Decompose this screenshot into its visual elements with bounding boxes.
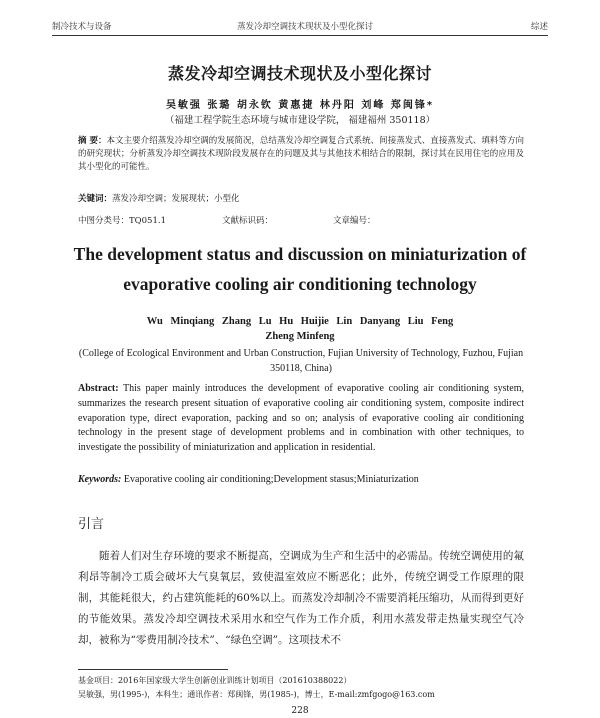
chinese-keywords [78,192,524,204]
chinese-authors: 吴敏强 张璐 胡永钦 黄惠捷 林丹阳 刘峰 郑闽锋* [165,100,435,111]
clc-number [78,214,166,226]
chinese-abstract-label: 摘 要： [78,136,107,146]
english-keywords [78,474,524,485]
clc-value: TQ051.1 [129,216,166,226]
document-code-label: 文献标识码： [222,216,274,226]
page-number: 228 [291,706,309,716]
english-authors: Wu Minqiang Zhang Lu Hu Huijie Lin Danyang Liu Feng [146,316,454,327]
section-title: 引言 [78,517,105,532]
running-title: 蒸发冷却空调技术现状及小型化探讨 [237,22,374,32]
journal-name: 制冷技术与设备 [52,22,112,32]
chinese-abstract-text: 本文主要介绍蒸发冷却空调的发展简况，总结蒸发冷却空调复合式系统、间接蒸发式、直接蒸发式、填料等方向的研究现状；分析蒸发冷却空调技术现阶段发展存在的问题及其与其他技术相结合的限制，探讨其在民用住宅的应用及其小型化的可能性。 [78,136,524,172]
chinese-abstract [78,135,524,174]
header-rule [52,35,548,36]
article-number-label: 文章编号： [333,216,376,226]
clc-label: 中图分类号： [78,216,130,226]
chinese-keywords-label: 关键词： [78,194,113,204]
footnote-rule [78,669,228,670]
chinese-affiliation: （福建工程学院生态环境与城市建设学院， 福建福州 350118） [164,115,436,126]
english-authors-2: Zheng Minfeng [265,331,335,342]
issue-note: 综述 [530,22,548,32]
chinese-keywords-text: 蒸发冷却空调；发展现状；小型化 [112,194,240,204]
english-abstract-text: This paper mainly introduces the development of evaporative cooling air conditioning system, summarizes the research present situation of evaporative cooling air conditioning system, composite indirect evaporation type, direct evaporation, packing and so on; analysis of evaporative cooling air conditioning technology in the present stage of development problems and in combination with other techniques, to investigate the possibility of miniaturization and application in residential. [78,383,525,454]
english-title-line-1: The development status and discussion on miniaturization of [73,244,527,264]
english-title-line-2: evaporative cooling air conditioning technology [123,274,477,294]
body-paragraph: 随着人们对生存环境的要求不断提高，空调成为生产和生活中的必需品。传统空调使用的氟利昂等制冷工质会破坏大气臭氧层，致使温室效应不断恶化；此外，传统空调受工作原理的限制，其能耗很大，约占建筑能耗的60%以上。而蒸发冷却制冷不需要消耗压缩功，从而得到更好的节能效果。蒸发冷却空调技术采用水和空气作为工作介质，利用水蒸发带走热量实现空气冷却，被称为“零费用制冷技术”、“绿色空调”。这项技术不 [78,550,524,646]
english-keywords-text: Evaporative cooling air conditioning;Development stasus;Miniaturization [123,474,419,485]
english-affiliation: (College of Ecological Environment and Urban Construction, Fujian University of Technology, Fuzhou, Fujian 350118, China) [78,348,524,374]
footnote-author: 吴敏强，男(1995-)，本科生；通讯作者：郑闽锋，男(1985-)，博士，E-mail:zmfgogo@163.com [78,690,435,699]
english-abstract [78,382,524,456]
chinese-title: 蒸发冷却空调技术现状及小型化探讨 [167,64,432,83]
english-abstract-label: Abstract: [78,383,119,394]
english-keywords-label: Keywords: [78,474,122,485]
footnote-fund: 基金项目：2016年国家级大学生创新创业训练计划项目（201610388022） [78,676,352,685]
running-header [52,20,548,36]
